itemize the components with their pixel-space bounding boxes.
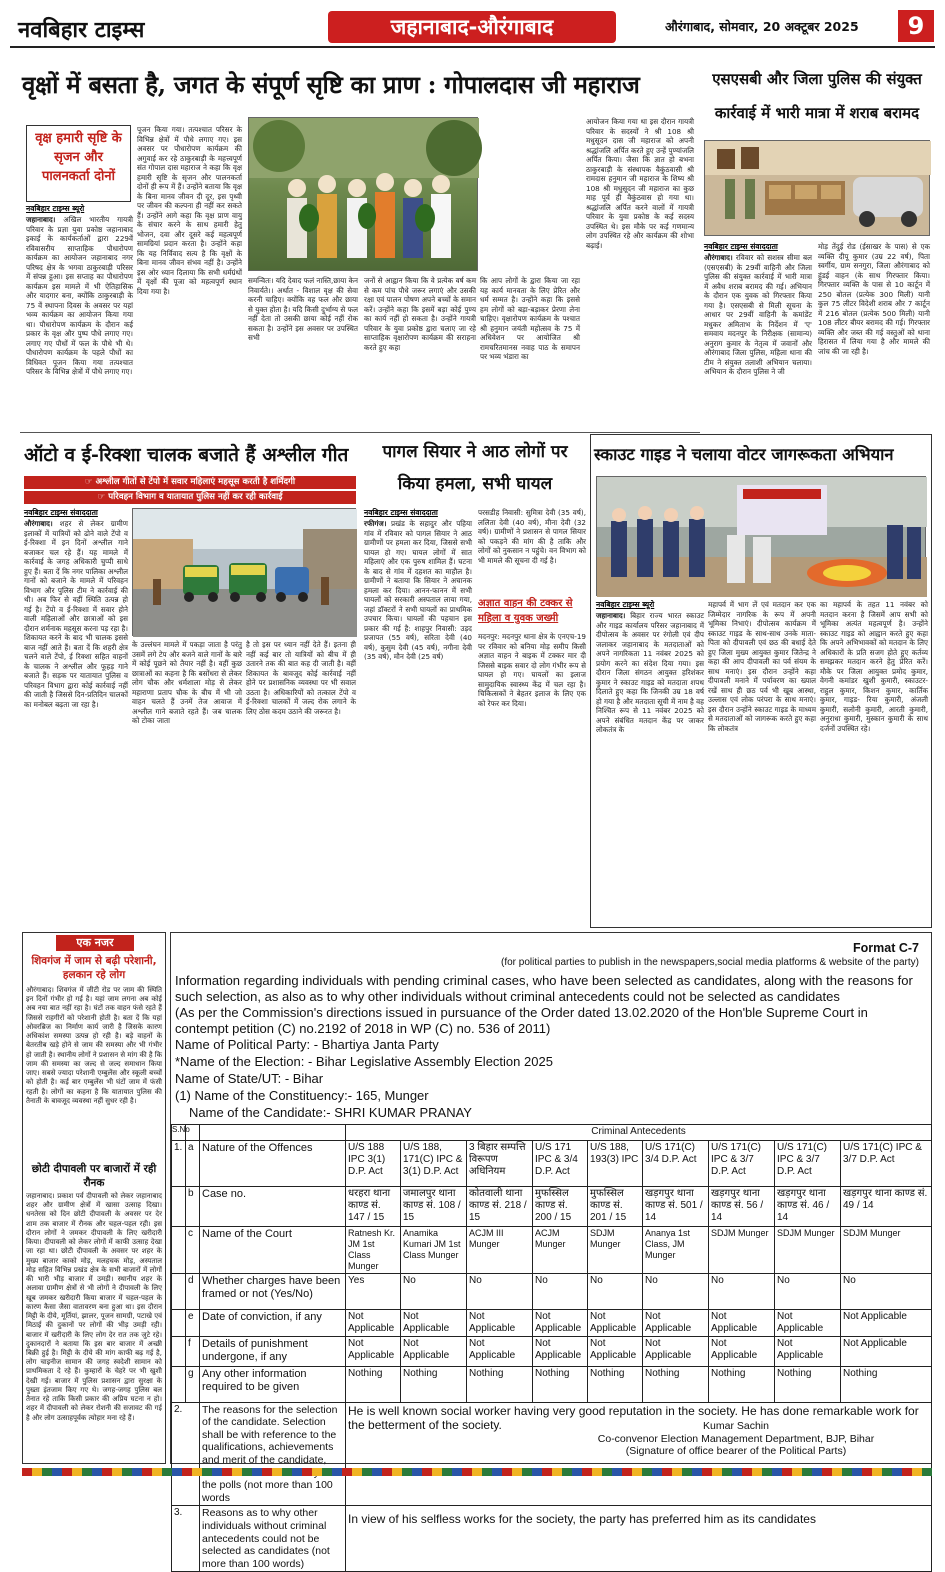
case-5-b: मुफस्सिल काण्ड सं. 201 / 15 — [588, 1187, 643, 1227]
case-2-g: Nothing — [401, 1366, 467, 1402]
criminal-antecedents-table — [171, 1124, 932, 1572]
story4-byline: नवबिहार टाइम्स संवाददाता — [364, 508, 438, 517]
auto-rickshaw-street-image — [133, 509, 357, 637]
row1-number: 1. — [172, 1141, 186, 1187]
case-2-e: Not Applicable — [401, 1309, 467, 1336]
paper-name: नवबिहार टाइम्स — [18, 17, 145, 43]
liquor-seizure-image — [705, 141, 931, 237]
story1-subhead: वृक्ष हमारी सृष्टि के सृजन और पालनकर्ता दोनों — [26, 125, 131, 202]
story5-col3: का महापर्व के तहत 11 नवंबर को मतदान करना है जिसमें आप सभी को भूमिका अत्यंत महत्वपूर्ण है। उन्होंने स्काउट गाइड को आह्वान करते हुए कहा कि अपने अभिभावकों को मतदान के लिए अधिकारों के प्रति सजग होते हुए कर्तव्य समझकर मतदान करने हेतु प्रेरित करें। मौके पर जिला आयुक्त प्रमोद कुमार, वेगनी कमांडर खुशी कुमारी, स्काउटर- राहुल कुमार, किशन कुमार, कार्तिक कुमार, गाइड- रिया कुमारी, अंजली कुमारी, सलोनी कुमारी, आरती कुमारी, अनुराधा कुमारी, मुस्कान कुमारी के साथ दर्जनों उपस्थित रहे। — [820, 600, 928, 733]
story3-headline: ऑटो व ई-रिक्शा चालक बजाते हैं अश्लील गीत — [24, 444, 349, 466]
row-label: Whether charges have been framed or not (Yes/No) — [200, 1273, 346, 1309]
row-letter: c — [186, 1227, 200, 1274]
case-8-d: No — [775, 1273, 841, 1309]
row2-label: The reasons for the selection of the candidate. Selection shall be with reference to the qualifications, achievements and merit of the candidate, the polls (not more than 100 words — [200, 1402, 346, 1506]
case-row-c — [172, 1227, 932, 1274]
story1-col1: नवबिहार टाइम्स ब्यूरो जहानाबाद। अखिल भारतीय गायत्री परिवार के प्रज्ञा युवा प्रकोष्ठ जहानाबाद इकाई के कार्यकर्ताओं द्वारा 229वें रविवासरीय साप्ताहिक पौधारोपण कार्यक्रम का आयोजन जहानाबाद नगर परिषद क्षेत्र के भगवा ठाकुरबाड़ी परिसर में संपन्न हुआ। इस सप्ताह का पौधारोपण कार्यक्रम इस मामले में भी ऐतिहासिक और यादगार बना, क्योंकि ठाकुरबाड़ी के 75 वें स्थापना दिवस के अवसर पर यहां भव्य कार्यक्रम का आयोजन किया गया था। पौधारोपण कार्यक्रम के दौरान कई प्रकार के वृक्ष और पुष्प पौधे लगाए गए। लगाए गए पौधों में फल के पौधे भी थे। पौधारोपण कार्यक्रम के पहले पौधों का विधिवत पूजन किया गया तत्पश्चात परिसर के विभिन्न क्षेत्रों में पौधे लगाए गए। — [26, 204, 133, 377]
row-label: Nature of the Offences — [200, 1141, 346, 1187]
case-1-e: Not Applicable — [346, 1309, 401, 1336]
row-label: Any other information required to be given — [200, 1366, 346, 1402]
case-3-g: Nothing — [467, 1366, 533, 1402]
row3-number: 3. — [172, 1506, 200, 1572]
case-6-c: Ananya 1st Class, JM Munger — [643, 1227, 709, 1274]
story3-bar2: ☞ परिवहन विभाग व यातायात पुलिस नहीं कर रही कार्रवाई — [24, 491, 356, 504]
form-title: Format C-7 — [853, 941, 919, 955]
form-order: (As per the Commission's directions issued in pursuance of the Order dated 13.02.2020 of the Hon'ble Supreme Court in contempt petition (C) no.2192 of 2018 in WP (C) no. 536 of 2011) — [175, 1005, 868, 1036]
row-letter: e — [186, 1309, 200, 1336]
case-9-f: Not Applicable — [841, 1337, 932, 1366]
case-2-c: Anamika Kumari JM 1st Class Munger — [401, 1227, 467, 1274]
story1-col4: जनों से आह्वान किया कि वे प्रत्येक वर्ष कम से कम पांच पौधे जरूर लगाएं और उसकी रक्षा एवं पालन पोषण अपने बच्चों के समान करें। उन्होंने कहा कि इसमें बड़ा कोई पुण्य का कार्य नहीं हो सकता है। उन्होंने गायत्री परिवार के युवा प्रकोष्ठ द्वारा चलाए जा रहे साप्ताहिक वृक्षारोपण कार्यक्रम की सराहना करते हुए कहा — [364, 276, 476, 352]
bottom-color-strip — [22, 1468, 932, 1476]
form-election: *Name of the Election: - Bihar Legislative Assembly Election 2025 — [175, 1054, 553, 1069]
story2-byline: नवबिहार टाइम्स संवाददाता — [704, 242, 778, 251]
case-4-a: U/S 171 IPC & 3/4 D.P. Act — [533, 1141, 588, 1187]
case-5-g: Nothing — [588, 1366, 643, 1402]
section-banner — [328, 11, 616, 43]
story1-col5: कि आप लोगों के द्वारा किया जा रहा यह कार्य मानवता के लिए प्रेरित और धर्म सम्मत है। उन्होंने कहा कि इससे हम लोगों को बड़ा-बड़ाकर प्रेरणा लेना चाहिए। वृक्षारोपण कार्यक्रम के पश्चात श्री हनुमान जयंती महोत्सव के 75 में अधिवेशन पर आयोजित श्री रामचरितमानस नवाह पाठ के समापन पर भव्य भंडारा का — [480, 276, 580, 361]
case-2-a: U/S 188, 171(C) IPC & 3(1) D.P. Act — [401, 1141, 467, 1187]
row3-value: In view of his selfless works for the society, the party has preferred him as its candidates — [346, 1506, 932, 1572]
case-8-a: U/S 171(C) IPC & 3/7 D.P. Act — [775, 1141, 841, 1187]
story3-bar1: ☞ अश्लील गीतों से टेंपो में सवार महिलाएं महसूस करती है शर्मिंदगी — [24, 476, 356, 489]
story4-col1: नवबिहार टाइम्स संवाददाता रफीगंज। प्रखंड के सहादुर और पहिया गांव में रविवार को पागल सियार ने आठ ग्रामीणों पर हमला कर दिया, जिससे सभी घायल हो गए। घायल लोगों में सात महिलाएं और एक पुरुष शामिल हैं। घटना के बाद से गांव में दहशत का माहौल है। ग्रामीणों ने बताया कि सियार ने अचानक हमला कर दिया। आनन-फानन में सभी घायलों को सरकारी अस्पताल लाया गया, जहां डॉक्टरों ने सभी घायलों का प्राथमिक उपचार किया। घायलों की पहचान इस प्रकार की गई है: शाहपुर निवासी: उड़द प्रजापत (55 वर्ष), सरिता देवी (40 वर्ष), कुसुम देवी (45 वर्ष), नगीना देवी (35 वर्ष), मौन देवी (25 वर्ष) — [364, 508, 472, 662]
case-2-b: जमालपुर थाना काण्ड सं. 108 / 15 — [401, 1187, 467, 1227]
case-7-d: No — [709, 1273, 775, 1309]
row2-number: 2. — [172, 1402, 200, 1506]
case-6-g: Nothing — [643, 1366, 709, 1402]
case-3-c: ACJM III Munger — [467, 1227, 533, 1274]
row-label: Date of conviction, if any — [200, 1309, 346, 1336]
case-9-c: SDJM Munger — [841, 1227, 932, 1274]
story1-byline: नवबिहार टाइम्स ब्यूरो — [26, 204, 85, 213]
story1-col2: पूजन किया गया। तत्पश्चात परिसर के विभिन्न क्षेत्रों में पौधे लगाए गए। इस अवसर पर पौधारोपण कार्यक्रम की अगुवाई कर रहे ठाकुरबाड़ी के महत्त्वपूर्ण संत गोपाल दास महाराज ने कहा कि वृक्ष हमारी सृष्टि के सृजन और पालनकर्ता दोनों ही रूप में हैं। उन्होंने बताया कि वृक्ष के बिना मानव जीवन दी दूर, इस पृथ्वी पर जीवन की कल्पना ही नहीं कर सकते हैं। उन्होंने आगे कहा कि वृक्ष प्राण वायु के संचार करने के साथ हमारी हेतु भोजन, दवा और दूसरे कई महत्वपूर्ण सामग्रियां प्रदान करता है। उन्होंने कहा कि यह निर्विवाद सत्य है कि वृक्षों के बिना मानव जीवन संभव नहीं है। उन्होंने इस ओर ध्यान दिलाया कि सभी धर्मग्रंथों में वृक्षों की पूजा को महत्वपूर्ण स्थान दिया गया है। — [137, 125, 242, 296]
case-6-f: Not Applicable — [643, 1337, 709, 1366]
ek-nazar-label: एक नजर — [56, 935, 134, 951]
case-1-b: धरहरा थाना काण्ड सं. 147 / 15 — [346, 1187, 401, 1227]
case-7-a: U/S 171(C) IPC & 3/7 D.P. Act — [709, 1141, 775, 1187]
case-2-d: No — [401, 1273, 467, 1309]
case-7-e: Not Applicable — [709, 1309, 775, 1336]
case-row-f — [172, 1337, 932, 1366]
case-3-e: Not Applicable — [467, 1309, 533, 1336]
story1-headline: वृक्षों में बसता है, जगत के संपूर्ण सृष्टि का प्राण : गोपालदास जी महाराज — [22, 70, 640, 99]
story3-photo — [132, 508, 356, 636]
plantation-group-image — [249, 118, 479, 272]
case-8-g: Nothing — [775, 1366, 841, 1402]
story5-headline: स्काउट गाइड ने चलाया वोटर जागरूकता अभियान — [594, 445, 894, 464]
row-letter: g — [186, 1366, 200, 1402]
case-5-e: Not Applicable — [588, 1309, 643, 1336]
case-8-b: खड़गपुर थाना काण्ड सं. 46 / 14 — [775, 1187, 841, 1227]
case-4-g: Nothing — [533, 1366, 588, 1402]
case-4-f: Not Applicable — [533, 1337, 588, 1366]
case-6-e: Not Applicable — [643, 1309, 709, 1336]
ca-header: Criminal Antecedents — [346, 1125, 932, 1141]
form-intro: Information regarding individuals with pending criminal cases, who have been selected as candidates, along with the reasons for such selection, as also as to why other individuals without criminal antecedents could not be selected as candidates — [175, 973, 913, 1004]
ek-nazar-body1: औरंगाबाद। शिवगंज में जीटी रोड पर जाम की स्थिति इन दिनों गंभीर हो गई है। यहां जाम लगना अब कोई अब नया बात नहीं रहा है। घंटों तक वाहन फंसे रहते हैं जिससे राहगीरों को परेशानी होती है। बता दें कि यहां ओवरब्रिज का निर्माण कार्य जारी है जिसके कारण अधिकांश समस्या उत्पन्न हो रही है। बड़े वाहनों के बेतरतीब खड़े होने से जाम की समस्या और भी गंभीर हो जाती है। स्थानीय लोगों ने प्रशासन से मांग की है कि जाम की समस्या का जल्द से जल्द समाधान किया जाए। सबसे ज्यादा परेशानी एम्बुलेंस और स्कूली बच्चों को होती है। कई बार एम्बुलेंस भी घंटों जाम में फंसी रहती है। लोगों का कहना है कि यातायात पुलिस की तैनाती के बावजूद व्यवस्था नहीं सुधर रही है। — [26, 986, 162, 1105]
ek-nazar-headline2: छोटी दीपावली पर बाजारों में रही रौनक — [31, 1163, 157, 1190]
section-title: जहानाबाद-औरंगाबाद — [390, 15, 554, 39]
masthead — [10, 8, 935, 48]
form-constituency: (1) Name of the Constituency:- 165, Munger — [175, 1088, 429, 1103]
case-5-a: U/S 188, 193(3) IPC — [588, 1141, 643, 1187]
sign-title: Co-convenor Election Management Department, BJP, Bihar — [597, 1432, 875, 1445]
ek-nazar-body2: जहानाबाद। प्रकाश पर्व दीपावली को लेकर जहानाबाद शहर और ग्रामीण क्षेत्रों में खासा उत्साह दिखा। धनतेरस को दिन छोटी दीपावली के अवसर पर देर शाम तक बाजार में रौनक और चहल-पहल रही। इस दौरान लोगों ने जमकर दीपावली के लिए खरीदारी किया। दीपावली को लेकर लोगों में काफी उत्साह देखा जा रहा था। छोटी दीपावली के अवसर पर शहर के मुख्य बाजार काको मोड़, मलहचक मोड़, अस्पताल मोड़ सहित विभिन्न प्रखंड क्षेत्र के सभी बाजारों में लोगों की भारी भीड़ बाजार में उमड़ी। स्थानीय शहर के अलावा ग्रामीण क्षेत्रों से भी लोगों ने दीपावली के लिए खूब जमकर खरीदारी किया बाजार में चहल-पहल के कारण कैसा जैसा वातावरण बना हुआ था। इस दौरान मिट्टी के दीये, मूर्तियां, झालर, पूजन सामग्री, पटाखे एवं मिठाई की दुकानों पर लोगों की भीड़ उमड़ी रही। बाजार में खरीदारी के लिए लोग देर रात तक जुटे रहे। दुकानदारों ने बताया कि इस बार बाजार में अच्छी बिक्री हुई है। मिट्टी के दीये की मांग काफी बढ़ गई है, लोग चाइनीज सामान की जगह स्वदेशी सामान को प्राथमिकता दे रहे हैं। कुम्हारों के चेहरे पर भी खुशी देखी गई। बाजार में पुलिस प्रशासन द्वारा सुरक्षा के पुख्ता इंतजाम किए गए थे। जगह-जगह पुलिस बल तैनात रहे ताकि किसी प्रकार की अप्रिय घटना न हो। शहर में दीपावली को लेकर रोशनी की सजावट की गई है और लोग उत्साहपूर्वक त्योहार मना रहे हैं। — [26, 1192, 162, 1422]
signature-block — [551, 1420, 921, 1458]
page-number: 9 — [898, 10, 934, 42]
case-1-c: Ratnesh Kr. JM 1st Class Munger — [346, 1227, 401, 1274]
story1-photo — [248, 117, 478, 271]
row-letter: d — [186, 1273, 200, 1309]
story3-col3: है तो इस पर ध्यान नहीं देते हैं। इतना ही नहीं कई बार तो यात्रियों को बीच में ही उतारने तक की बात कह दी जाती है। वहीं शिकायत के बावजूद कोई कार्रवाई नहीं होने पर प्रशासनिक व्यवस्था पर भी सवाल उठता है। अधिकारियों को तत्काल टेंपो व ई-रिक्शा चालकों में जल्द रोक लगाने के लिए ठोस कदम उठाने की जरूरत है। — [246, 640, 356, 716]
story1-col3: समन्वितः। यदि देवाद फलं नास्ति,छाया केन निवार्यते।। अर्थात - विशाल वृक्ष की सेवा करनी चाहिए। क्योंकि वह फल और छाया से युक्त होता है। यदि किसी दुर्भाग्य से फल नहीं देता तो उसकी छाया कोई नहीं रोक सकता है। उन्होंने इस अवसर पर उपस्थित सभी — [248, 276, 358, 342]
bullet-icon: ☞ — [97, 492, 109, 502]
form-state: Name of State/UT: - Bihar — [175, 1071, 324, 1086]
bullet-icon: ☞ — [84, 477, 96, 487]
case-6-b: खड़गपुर थाना काण्ड सं. 501 / 14 — [643, 1187, 709, 1227]
ek-nazar-headline1: शिवगंज में जाम से बढ़ी परेशानी, हलकान रहे लोग — [31, 955, 157, 982]
sno-header: S.No — [172, 1125, 186, 1141]
story2-headline: एसएसबी और जिला पुलिस की संयुक्त कार्रवाई में भारी मात्रा में शराब बरामद — [712, 70, 922, 122]
sign-name: Kumar Sachin — [703, 1420, 769, 1432]
case-1-a: U/S 188 IPC 3(1) D.P. Act — [346, 1141, 401, 1187]
case-8-f: Not Applicable — [775, 1337, 841, 1366]
row-label: Name of the Court — [200, 1227, 346, 1274]
story1-col6: आयोजन किया गया था इस दौरान गायत्री परिवार के सदस्यों ने श्री 108 श्री मधुसूदन दास जी महाराज को अपनी श्रद्धांजलि अर्पित करते हुए उन्हें पुण्यांजलि अर्पित किया। जैसा कि ज्ञात हो बभना ठाकुरबाड़ी के संस्थापक वैकुंठवासी श्री रामदास हनुमान जी महाराज के शिष्य श्री 108 श्री मधुसूदन जी महाराज का कुछ माह पूर्व ही वैकुंठवास हो गया था। श्रद्धांजलि अर्पित करने वालों में गायत्री परिवार के युवा प्रकोष्ठ के कई सदस्य उपस्थित थे। इस मौके पर कई गणमान्य लोग उपस्थित रहे और कार्यक्रम की शोभा बढ़ाई। — [586, 117, 694, 250]
case-7-g: Nothing — [709, 1366, 775, 1402]
format-c7-notice — [170, 932, 932, 1570]
sign-note: (Signature of office bearer of the Political Parts) — [625, 1445, 847, 1458]
case-6-d: No — [643, 1273, 709, 1309]
story5-col1: नवबिहार टाइम्स ब्यूरो जहानाबाद। बिहार राज्य भारत स्काउट और गाइड कार्यालय परिसर जहानाबाद में दीपोत्सव के अवसर पर रंगोली एवं दीप जलाकर जहानाबाद के मतदाताओं को अपने नागरिकता 11 नवंबर 2025 को प्रयोग करने का संदेश दिया गया। इस दौरान जिला संगठन आयुक्त हरिशंकर कुमार ने स्काउट गाइड को मतदाता शपथ दिलाते हुए कहा कि जिनकी उम्र 18 वर्ष हो गया है और मतदाता सूची में नाम है वह निश्चित रूप से 11 नवंबर 2025 को अपने संबंधित मतदान केंद्र पर जाकर लोकतंत्र के — [596, 600, 704, 735]
case-row-g — [172, 1366, 932, 1402]
case-9-e: Not Applicable — [841, 1309, 932, 1336]
row-letter: f — [186, 1337, 200, 1366]
scout-guide-rally-image — [597, 477, 927, 597]
case-9-b: खड़गपुर थाना काण्ड सं. 49 / 14 — [841, 1187, 932, 1227]
story3-col1: नवबिहार टाइम्स संवाददाता औरंगाबाद। शहर से लेकर ग्रामीण इलाकों में यात्रियों को ढोने वाले टेंपो व ई-रिक्शा में इन दिनों अश्लील गाने बजाकर चल रहे हैं। यह मामले में कार्रवाई के जगह अधिकारी चुप्पी साधे हुए हैं। बता दें कि नगर पालिका अश्लील गानों को बजाने के मामले में परिवहन विभाग और पुलिस टीम ने कार्रवाई की थी। अब फिर से वहीं स्थिति उत्पन्न हो गई है। टेंपो व ई-रिक्शा में सवार होने वाली महिलाओं और छात्राओं को इस दौरान शर्मनाक महसूस करना पड़ रहा है। शिकायत करने के बाद भी चालक इससे बाज नहीं आते हैं। बता दें कि शहरी क्षेत्र चलने वाले टेंपो, ई रिक्शा सहित वाहनों के चालक ने अश्लील और फूहड़ गाने बजाते हैं। सड़क पर यातायात पुलिस व परिवहन विभाग द्वारा कोई कार्रवाई नहीं की जाती है जिससे दिन-प्रतिदिन चालकों का मनोबल बढ़ता जा रहा है। — [24, 508, 128, 709]
story5-byline: नवबिहार टाइम्स ब्यूरो — [596, 600, 655, 609]
case-row-b — [172, 1187, 932, 1227]
row-letter: b — [186, 1187, 200, 1227]
case-9-d: No — [841, 1273, 932, 1309]
case-4-b: मुफस्सिल काण्ड सं. 200 / 15 — [533, 1187, 588, 1227]
case-row-a — [172, 1141, 932, 1187]
case-3-f: Not Applicable — [467, 1337, 533, 1366]
row-label: Case no. — [200, 1187, 346, 1227]
row-label: Details of punishment undergone, if any — [200, 1337, 346, 1366]
form-candidate: Name of the Candidate:- SHRI KUMAR PRANAY — [189, 1105, 472, 1120]
case-row-d — [172, 1273, 932, 1309]
story2-photo — [704, 140, 930, 236]
case-1-g: Nothing — [346, 1366, 401, 1402]
case-9-g: Nothing — [841, 1366, 932, 1402]
case-2-f: Not Applicable — [401, 1337, 467, 1366]
form-party: Name of Political Party: - Bhartiya Janta Party — [175, 1037, 439, 1052]
story4-sub-body: मदनपुर: मदनपुर थाना क्षेत्र के एनएच-19 पर रविवार को बनिया मोड़ समीप किसी अज्ञात वाहन ने बाइक में टक्कर मार दी जिससे बाइक सवार दो लोग गंभीर रूप से घायल हो गए। घायलों का इलाज सामुदायिक स्वास्थ्य केंद्र में चल रहा है। चिकित्सकों ने बेहतर इलाज के लिए एक को रेफर कर दिया। — [478, 632, 586, 708]
story5-photo — [596, 476, 926, 596]
case-8-e: Not Applicable — [775, 1309, 841, 1336]
case-7-c: SDJM Munger — [709, 1227, 775, 1274]
case-5-c: SDJM Munger — [588, 1227, 643, 1274]
case-8-c: SDJM Munger — [775, 1227, 841, 1274]
row-letter: a — [186, 1141, 200, 1187]
story5-col2: महापर्व में भाग लें एवं मतदान कर एक जिम्मेदार नागरिक के रूप में अपनी भूमिका निभाएं। दीपोत्सव कार्यक्रम में स्काउट गाइड के साथ-साथ उनके माता-पिता को दीपावली एवं छठ की बधाई देते हुए जिला मुख्य आयुक्त कुमार जितेन्द्र ने कहा की आप दीपावली का पर्व संयम के साथ मनाएं। इस दौरान उन्होंने कहा दीपावली मनाने में पर्यावरण का ख्याल रखें साथ ही छठ पर्व भी खूब आस्था, उल्लास एवं लोक परंपरा के साथ मनाएं। इस दौरान उन्होंने स्काउट गाइड के माध्यम से मतदाताओं को जागरूक करते हुए कहा कि लोकतंत्र — [708, 600, 816, 733]
story4-subhead: अज्ञात वाहन की टक्कर से महिला व युवक जख्मी — [478, 598, 573, 624]
case-4-d: No — [533, 1273, 588, 1309]
case-6-a: U/S 171(C) 3/4 D.P. Act — [643, 1141, 709, 1187]
case-1-f: Not Applicable — [346, 1337, 401, 1366]
case-1-d: Yes — [346, 1273, 401, 1309]
story4-col2: परसडीह निवासी: सुमित्रा देवी (35 वर्ष), ललिता देवी (40 वर्ष), मीना देवी (32 वर्ष)। ग्रामीणों ने प्रशासन से पागल सियार को पकड़ने की मांग की है ताकि और लोगों को नुकसान न पहुंचे। वन विभाग को भी मामले की सूचना दी गई है। — [478, 508, 586, 565]
case-3-a: 3 बिहार सम्पत्ति विरूपण अधिनियम — [467, 1141, 533, 1187]
story3-col2: के उल्लंघन मामले में पकड़ा जाता है परंतु उसमें लगे टेप और बजने वाले गानों के बारे में कोई पूछने को तैयार नहीं है। वहीं कुछ छात्राओं का कहना है कि बसोंधरा से लेकर लोग चौक और धर्मशाला मोड़ से लेकर महाराणा प्रताप चौक के बीच में भी जो वाहन चलते हैं उनमें तेज आवाज में अश्लील गाने बजाते रहते हैं। जब चालक को टोका जाता — [132, 640, 242, 725]
case-4-e: Not Applicable — [533, 1309, 588, 1336]
case-5-f: Not Applicable — [588, 1337, 643, 1366]
case-7-f: Not Applicable — [709, 1337, 775, 1366]
form-subtitle: (for political parties to publish in the newspapers,social media platforms & website of the party) — [501, 957, 919, 968]
case-4-c: ACJM Munger — [533, 1227, 588, 1274]
story2-col1: नवबिहार टाइम्स संवाददाता औरंगाबाद। रविवार को सशस्त्र सीमा बल (एसएसबी) के 29वीं वाहिनी और जिला पुलिस की संयुक्त कार्रवाई में भारी मात्रा में अवैध शराब बरामद की गई। अभियान के दौरान एक युवक को गिरफ्तार किया गया है। एसएसबी से मिली सूचना के आधार पर 29वीं वाहिनी के कमांडेंट मधुकर अमिताभ के निर्देशन में 'ए' समवाय मदनपुर के निरीक्षक (सामान्य) अनुराग कुमार के नेतृत्व में जवानों और औरंगाबाद जिला पुलिस, महिला थाना की टीम ने संयुक्त तलाशी अभियान चलाया। अभियान के दौरान पुलिस ने जी — [704, 242, 812, 377]
case-3-b: कोतवाली थाना काण्ड सं. 218 / 15 — [467, 1187, 533, 1227]
case-3-d: No — [467, 1273, 533, 1309]
story2-col2: मोड़ तेंदुई रोड (ईसाखर के पास) से एक व्यक्ति दीपू कुमार (उम्र 22 वर्ष), पिता स्वर्गीय, ग्राम सनगुरा, जिला औरंगाबाद को हुंडई वाहन (के साथ गिरफ्तार किया। गिरफ्तार व्यक्ति के पास से 10 कार्टून में 250 बोतल (प्रत्येक 300 मिली) यानी कुल 75 लीटर विदेशी शराब और 7 कार्टून में 216 बोतल (प्रत्येक 500 मिली) यानी 108 लीटर बीयर बरामद की गई। गिरफ्तार व्यक्ति और जब्त की गई वस्तुओं को थाना हिरासत में लिया गया है और मामले की जांच की जा रही है। — [818, 242, 930, 356]
story3-byline: नवबिहार टाइम्स संवाददाता — [24, 508, 98, 517]
case-row-e — [172, 1309, 932, 1336]
story4-headline: पागल सियार ने आठ लोगों पर किया हमला, सभी घायल — [382, 442, 568, 494]
case-9-a: U/S 171(C) IPC & 3/7 D.P. Act — [841, 1141, 932, 1187]
case-5-d: No — [588, 1273, 643, 1309]
row2-value: He is well known social worker having very good reputation in the society. He has done remarkable work for the betterment of the society. — [346, 1402, 932, 1506]
dateline: औरंगाबाद, सोमवार, 20 अक्टूबर 2025 — [665, 19, 859, 34]
case-7-b: खड़गपुर थाना काण्ड सं. 56 / 14 — [709, 1187, 775, 1227]
row3-label: Reasons as to why other individuals without criminal antecedents could not be selected as candidates (not more than 100 words) — [200, 1506, 346, 1572]
divider-top — [20, 432, 700, 433]
